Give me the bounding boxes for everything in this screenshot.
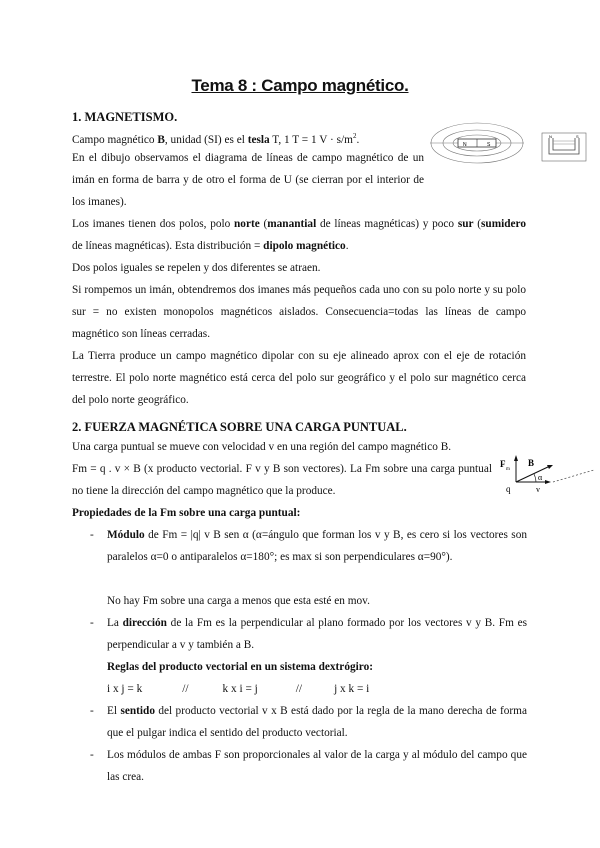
properties-heading: Propiedades de la Fm sobre una carga puntual: xyxy=(72,507,301,519)
u-magnet-s-label: S xyxy=(576,134,579,139)
s1-paragraph-4: Dos polos iguales se repelen y dos diferentes se atraen. xyxy=(72,262,321,274)
bullet-modulo: Módulo de Fm = |q| v B sen α (α=ángulo que forman los v y B, es cero si los vectores son paralelos α=0 o antiparalelos α=180°; es max si son perpendiculares α=90°). xyxy=(107,529,527,564)
s1-line-1: Campo magnético B, unidad (SI) es el tesla T, 1 T = 1 $V \cdot s/m^2$. xyxy=(72,132,360,146)
magnet-s-label: S xyxy=(487,142,491,148)
u-magnet-field-diagram xyxy=(541,132,587,162)
v-label: v xyxy=(536,485,540,494)
s1-paragraph-6: La Tierra produce un campo magnético dipolar con su eje alineado aprox con el eje de rotación terrestre. El polo norte magnético está cerca del polo sur geográfico y el polo sur magnético cerca del polo norte geográfico. xyxy=(72,350,526,407)
s1-paragraph-2: En el dibujo observamos el diagrama de líneas de campo magnético de un imán en forma de barra y de otro el forma de U (se cierran por el interior de los imanes). xyxy=(72,152,424,209)
alpha-label: α xyxy=(538,473,543,482)
s2-paragraph-1: Una carga puntual se mueve con velocidad v en una región del campo magnético B. xyxy=(72,441,452,453)
bullet-dash: - xyxy=(90,749,94,761)
bullet-sentido: El sentido del producto vectorial v x B está dado por la regla de la mano derecha de forma que el pulgar indica el sentido del producto vectorial. xyxy=(107,705,527,740)
bullet-dash: - xyxy=(90,529,94,541)
bullet-dash: - xyxy=(90,705,94,717)
bar-magnet-field-diagram xyxy=(428,118,526,168)
bullet-dash: - xyxy=(90,617,94,629)
bullet-direccion: La dirección de la Fm es la perpendicular al plano formado por los vectores v y B. Fm es perpendicular a v y también a B. xyxy=(107,617,527,652)
u-magnet-n-label: N xyxy=(549,134,552,139)
b-vector-label: B xyxy=(528,458,535,468)
s1-paragraph-5: Si rompemos un imán, obtendremos dos imanes más pequeños cada uno con su polo norte y su polo sur = no existen monopolos magnéticos aislados. Consecuencia=todas las líneas de campo magnético son líneas cerradas. xyxy=(72,284,526,341)
s2-paragraph-2: Fm = q . v × B (x producto vectorial. F v y B son vectores). La Fm sobre una carga puntual no tiene la dirección del campo magnético que la produce. xyxy=(72,463,492,498)
s1-paragraph-3: Los imanes tienen dos polos, polo norte (manantial de líneas magnéticas) y poco sur (sumidero de líneas magnéticas). Esta distribución = dipolo magnético. xyxy=(72,218,526,253)
vector-product-rules: i x j = k // k x i = j // j x k = i xyxy=(107,683,370,695)
section-1-heading: 1. MAGNETISMO. xyxy=(72,110,178,124)
q-label: q xyxy=(506,484,511,494)
magnet-n-label: N xyxy=(463,142,467,148)
bullet-modulo-note: No hay Fm sobre una carga a menos que esta esté en mov. xyxy=(107,595,370,607)
force-vector-diagram xyxy=(498,452,598,502)
page-title: Tema 8 : Campo magnético. xyxy=(191,76,409,95)
fm-sub-label: m xyxy=(506,467,510,472)
fm-label: F xyxy=(500,459,506,469)
rules-heading: Reglas del producto vectorial en un sistema dextrógiro: xyxy=(107,661,373,673)
section-2-heading: 2. FUERZA MAGNÉTICA SOBRE UNA CARGA PUNTUAL. xyxy=(72,420,407,434)
bullet-modulos: Los módulos de ambas F son proporcionales al valor de la carga y al módulo del campo que las crea. xyxy=(107,749,527,784)
